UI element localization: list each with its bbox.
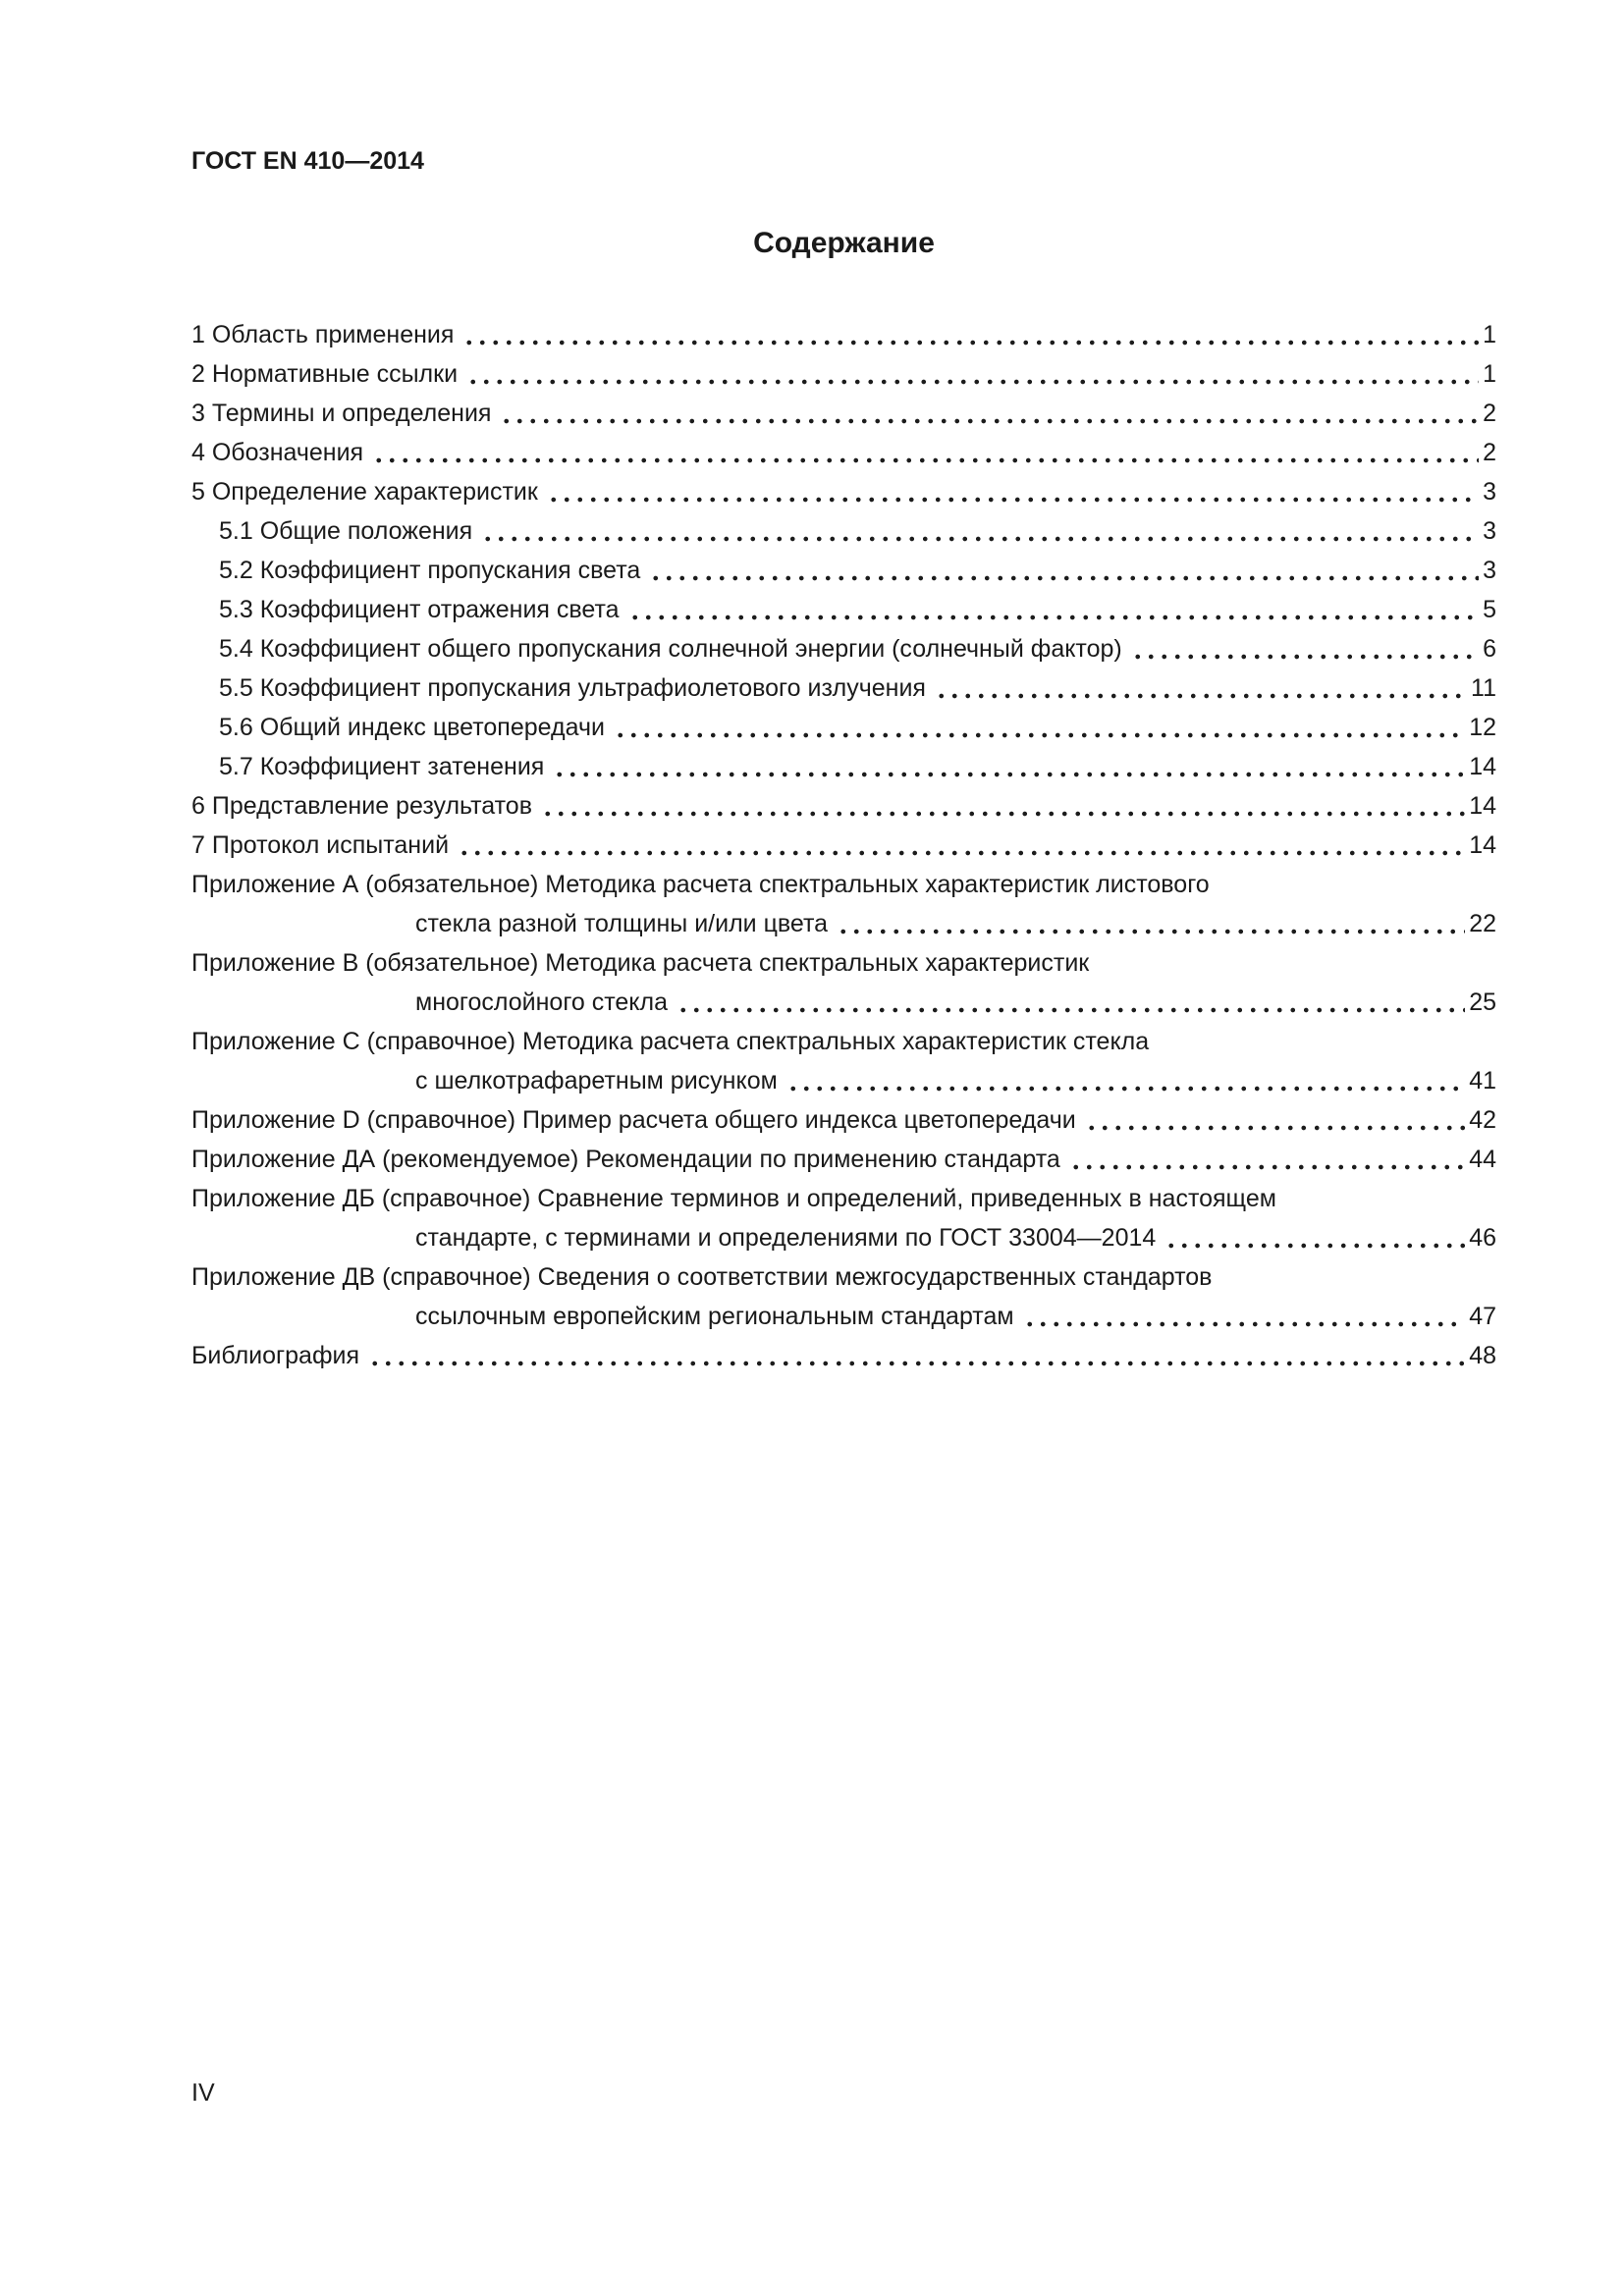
toc-page-number: 6 — [1483, 635, 1496, 663]
toc-entry-text: 6 Представление результатов — [191, 792, 532, 820]
toc-page-number: 25 — [1469, 988, 1496, 1016]
toc-entry — [191, 354, 1496, 394]
toc-entry-line — [191, 983, 1496, 1022]
dot-leader — [785, 1061, 1465, 1100]
toc-entry — [191, 708, 1496, 747]
toc-entry-line — [191, 433, 1496, 472]
toc-entry-line — [191, 747, 1496, 786]
toc-page-number: 2 — [1483, 439, 1496, 466]
toc-entry-line — [191, 590, 1496, 629]
toc-entry-line — [191, 1257, 1496, 1297]
toc-entry-text: 5.7 Коэффициент затенения — [219, 753, 545, 780]
toc-entry-line — [191, 668, 1496, 708]
toc-page-number: 11 — [1471, 674, 1496, 702]
toc-entry-line — [191, 551, 1496, 590]
dot-leader — [835, 904, 1465, 943]
toc-page-number: 41 — [1469, 1067, 1496, 1095]
dot-leader — [1129, 629, 1479, 668]
toc-entry — [191, 629, 1496, 668]
toc-entry-text: 5.5 Коэффициент пропускания ультрафиолетового излучения — [219, 674, 926, 702]
toc-entry-line — [191, 943, 1496, 983]
toc-entry-text: Библиография — [191, 1342, 360, 1369]
toc-entry-text: 4 Обозначения — [191, 439, 364, 466]
toc-entry-line — [191, 1218, 1496, 1257]
page-title: Содержание — [753, 227, 935, 259]
toc-page-number: 5 — [1483, 596, 1496, 623]
toc-entry-text: 5.1 Общие положения — [219, 517, 473, 545]
toc-entry-line — [191, 394, 1496, 433]
dot-leader — [612, 708, 1465, 747]
toc-entry-line — [191, 1297, 1496, 1336]
toc-entry — [191, 826, 1496, 865]
toc-entry — [191, 551, 1496, 590]
toc-page-number: 47 — [1469, 1303, 1496, 1330]
toc-entry-text: Приложение А (обязательное) Методика расчета спектральных характеристик листового — [191, 871, 1210, 898]
toc-entry-line — [191, 1022, 1496, 1061]
toc-page-number: 14 — [1469, 792, 1496, 820]
dot-leader — [647, 551, 1479, 590]
toc-entry-text: ссылочным европейским региональным стандартам — [415, 1303, 1014, 1330]
dot-leader — [479, 511, 1479, 551]
toc-page-number: 42 — [1469, 1106, 1496, 1134]
toc-entry-text: 1 Область применения — [191, 321, 455, 348]
dot-leader — [1083, 1100, 1465, 1140]
toc-entry — [191, 1140, 1496, 1179]
toc-entry — [191, 433, 1496, 472]
dot-leader — [1163, 1218, 1465, 1257]
toc-entry-text: Приложение ДА (рекомендуемое) Рекомендации по применению стандарта — [191, 1146, 1060, 1173]
dot-leader — [933, 668, 1467, 708]
toc-page-number: 14 — [1469, 831, 1496, 859]
toc-entry-line — [191, 708, 1496, 747]
toc-page-number: 3 — [1483, 517, 1496, 545]
toc-entry — [191, 315, 1496, 354]
toc-entry-text: Приложение ДВ (справочное) Сведения о соответствии межгосударственных стандартов — [191, 1263, 1213, 1291]
dot-leader — [370, 433, 1479, 472]
dot-leader — [464, 354, 1479, 394]
toc-entry — [191, 1336, 1496, 1375]
toc-entry-line — [191, 354, 1496, 394]
toc-entry-text: 5 Определение характеристик — [191, 478, 538, 506]
toc-entry-text: 5.2 Коэффициент пропускания света — [219, 557, 641, 584]
toc-entry — [191, 472, 1496, 511]
toc-page-number: 3 — [1483, 478, 1496, 506]
dot-leader — [1021, 1297, 1466, 1336]
dot-leader — [456, 826, 1465, 865]
toc-page-number: 1 — [1483, 360, 1496, 388]
toc-entry-text: 5.3 Коэффициент отражения света — [219, 596, 620, 623]
page-number-footer: IV — [191, 2079, 215, 2107]
page-content — [191, 147, 1496, 1375]
toc-page-number: 22 — [1469, 910, 1496, 937]
toc-entry-text: Приложение В (обязательное) Методика расчета спектральных характеристик — [191, 949, 1090, 977]
toc-page-number: 3 — [1483, 557, 1496, 584]
toc-page-number: 48 — [1469, 1342, 1496, 1369]
toc-entry-line — [191, 315, 1496, 354]
toc-entry-line — [191, 472, 1496, 511]
toc-entry-line — [191, 511, 1496, 551]
toc-entry-text: Приложение ДБ (справочное) Сравнение терминов и определений, приведенных в настоящем — [191, 1185, 1276, 1212]
toc-entry — [191, 865, 1496, 943]
dot-leader — [460, 315, 1479, 354]
toc-entry-line — [191, 865, 1496, 904]
dot-leader — [551, 747, 1465, 786]
toc-entry-text: с шелкотрафаретным рисунком — [415, 1067, 778, 1095]
toc-entry-text: 5.4 Коэффициент общего пропускания солнечной энергии (солнечный фактор) — [219, 635, 1122, 663]
toc-entry — [191, 511, 1496, 551]
toc-page-number: 14 — [1469, 753, 1496, 780]
toc-entry — [191, 394, 1496, 433]
toc-entry — [191, 1257, 1496, 1336]
toc-entry-line — [191, 1140, 1496, 1179]
toc-entry — [191, 1100, 1496, 1140]
dot-leader — [675, 983, 1465, 1022]
toc-entry-text: 7 Протокол испытаний — [191, 831, 450, 859]
toc-page-number: 46 — [1469, 1224, 1496, 1252]
document-header: ГОСТ EN 410—2014 — [191, 147, 424, 175]
toc-entry — [191, 1179, 1496, 1257]
toc-entry-text: стекла разной толщины и/или цвета — [415, 910, 829, 937]
toc-entry-line — [191, 786, 1496, 826]
dot-leader — [539, 786, 1465, 826]
toc-entry-line — [191, 1179, 1496, 1218]
dot-leader — [545, 472, 1479, 511]
dot-leader — [1067, 1140, 1465, 1179]
toc-entry-text: Приложение С (справочное) Методика расчета спектральных характеристик стекла — [191, 1028, 1150, 1055]
toc-entry-text: Приложение D (справочное) Пример расчета общего индекса цветопередачи — [191, 1106, 1076, 1134]
toc-entry — [191, 943, 1496, 1022]
toc-entry — [191, 1022, 1496, 1100]
dot-leader — [626, 590, 1480, 629]
toc-entry — [191, 786, 1496, 826]
toc-page-number: 12 — [1469, 714, 1496, 741]
toc-entry-line — [191, 826, 1496, 865]
toc-entry-line — [191, 1336, 1496, 1375]
toc-page-number: 1 — [1483, 321, 1496, 348]
toc-entry — [191, 590, 1496, 629]
toc-entry-line — [191, 629, 1496, 668]
toc-entry-line — [191, 1061, 1496, 1100]
toc-entry-text: 3 Термины и определения — [191, 400, 492, 427]
toc-entry-line — [191, 904, 1496, 943]
toc-page-number: 44 — [1469, 1146, 1496, 1173]
toc-entry-text: 5.6 Общий индекс цветопередачи — [219, 714, 605, 741]
toc-page-number: 2 — [1483, 400, 1496, 427]
toc-entry-line — [191, 1100, 1496, 1140]
toc-entry-text: 2 Нормативные ссылки — [191, 360, 459, 388]
table-of-contents — [191, 315, 1496, 1375]
toc-entry-text: многослойного стекла — [415, 988, 669, 1016]
toc-entry — [191, 668, 1496, 708]
toc-entry-text: стандарте, с терминами и определениями по ГОСТ 33004—2014 — [415, 1224, 1157, 1252]
dot-leader — [498, 394, 1479, 433]
dot-leader — [366, 1336, 1465, 1375]
toc-entry — [191, 747, 1496, 786]
